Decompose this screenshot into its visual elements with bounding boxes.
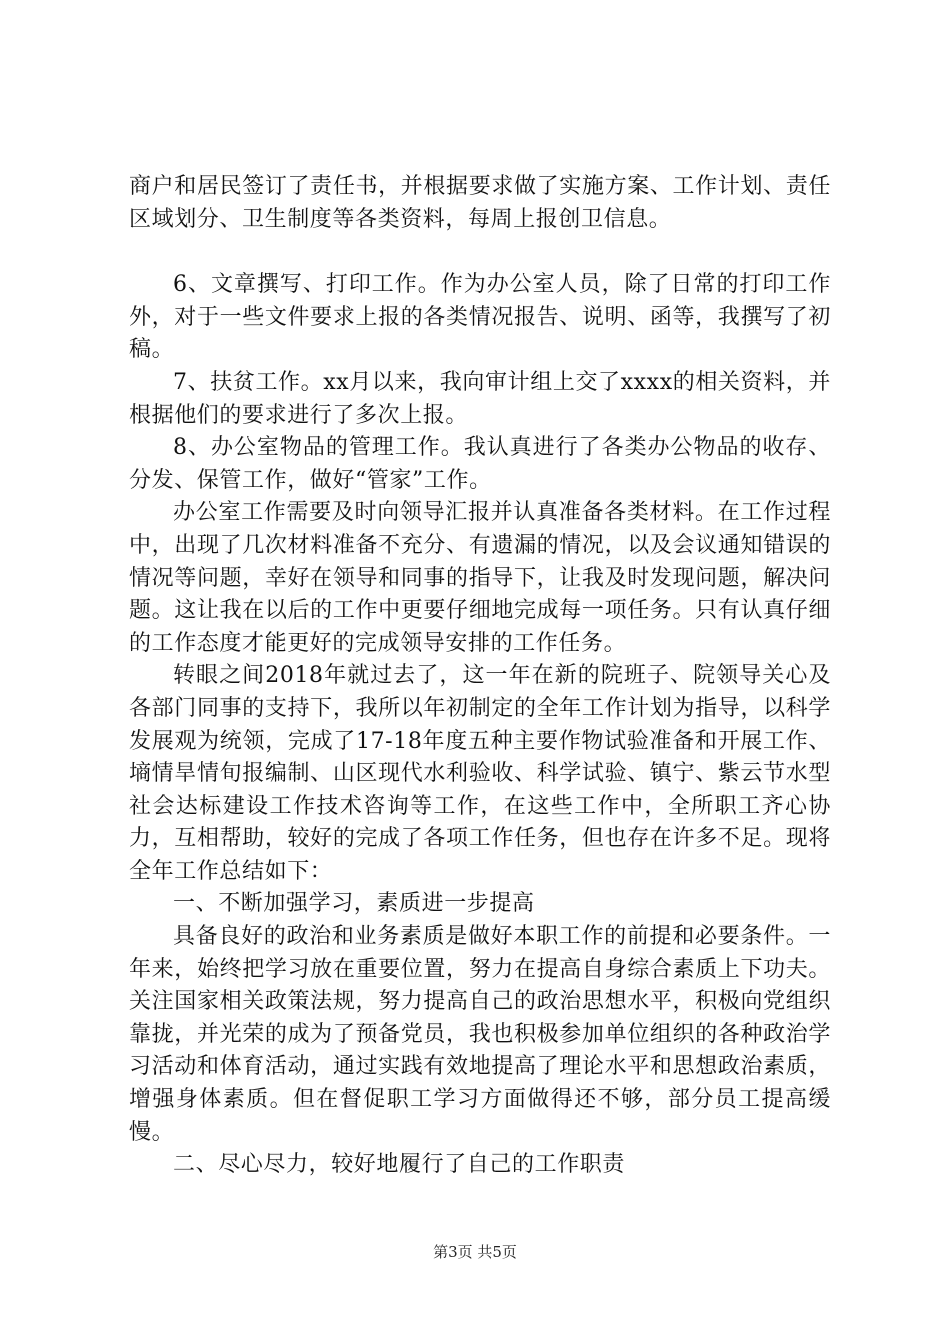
- paragraph-item-6: 6、文章撰写、打印工作。作为办公室人员，除了日常的打印工作外，对于一些文件要求上报的各类情况报告、说明、函等，我撰写了初稿。: [129, 272, 831, 363]
- paragraph-item-8: 8、办公室物品的管理工作。我认真进行了各类办公物品的收存、分发、保管工作，做好“管家”工作。: [129, 435, 831, 493]
- section-heading-2: 二、尽心尽力，较好地履行了自己的工作职责: [173, 1152, 626, 1178]
- paragraph-study: 具备良好的政治和业务素质是做好本职工作的前提和必要条件。一年来，始终把学习放在重要位置，努力在提高自身综合素质上下功夫。关注国家相关政策法规，努力提高自己的政治思想水平，积极向党组织靠拢，并光荣的成为了预备党员，我也积极参加单位组织的各种政治学习活动和体育活动，通过实践有效地提高了理论水平和思想政治素质，增强身体素质。但在督促职工学习方面做得还不够，部分员工提高缓慢。: [129, 924, 831, 1145]
- paragraph-office-work: 办公室工作需要及时向领导汇报并认真准备各类材料。在工作过程中，出现了几次材料准备不充分、有遗漏的情况，以及会议通知错误的情况等问题，幸好在领导和同事的指导下，让我及时发现问题，解决问题。这让我在以后的工作中更要仔细地完成每一项任务。只有认真仔细的工作态度才能更好的完成领导安排的工作任务。: [129, 500, 831, 656]
- section-heading-1: 一、不断加强学习，素质进一步提高: [173, 891, 535, 917]
- paragraph-year-summary: 转眼之间2018年就过去了，这一年在新的院班子、院领导关心及各部门同事的支持下，我所以年初制定的全年工作计划为指导，以科学发展观为统领，完成了17-18年度五种主要作物试验准备和开展工作、墒情旱情旬报编制、山区现代水利验收、科学试验、镇宁、紫云节水型社会达标建设工作技术咨询等工作，在这些工作中，全所职工齐心协力，互相帮助，较好的完成了各项工作任务，但也存在许多不足。现将全年工作总结如下：: [129, 663, 831, 884]
- paragraph-gap: [129, 236, 831, 269]
- paragraph-item-7: 7、扶贫工作。xx月以来，我向审计组上交了xxxx的相关资料，并根据他们的要求进行了多次上报。: [129, 369, 831, 428]
- paragraph-continuation: 商户和居民签订了责任书，并根据要求做了实施方案、工作计划、责任区域划分、卫生制度等各类资料，每周上报创卫信息。: [129, 174, 831, 232]
- page-number-footer: 第3页 共5页: [433, 1243, 517, 1261]
- document-body: [129, 171, 831, 1182]
